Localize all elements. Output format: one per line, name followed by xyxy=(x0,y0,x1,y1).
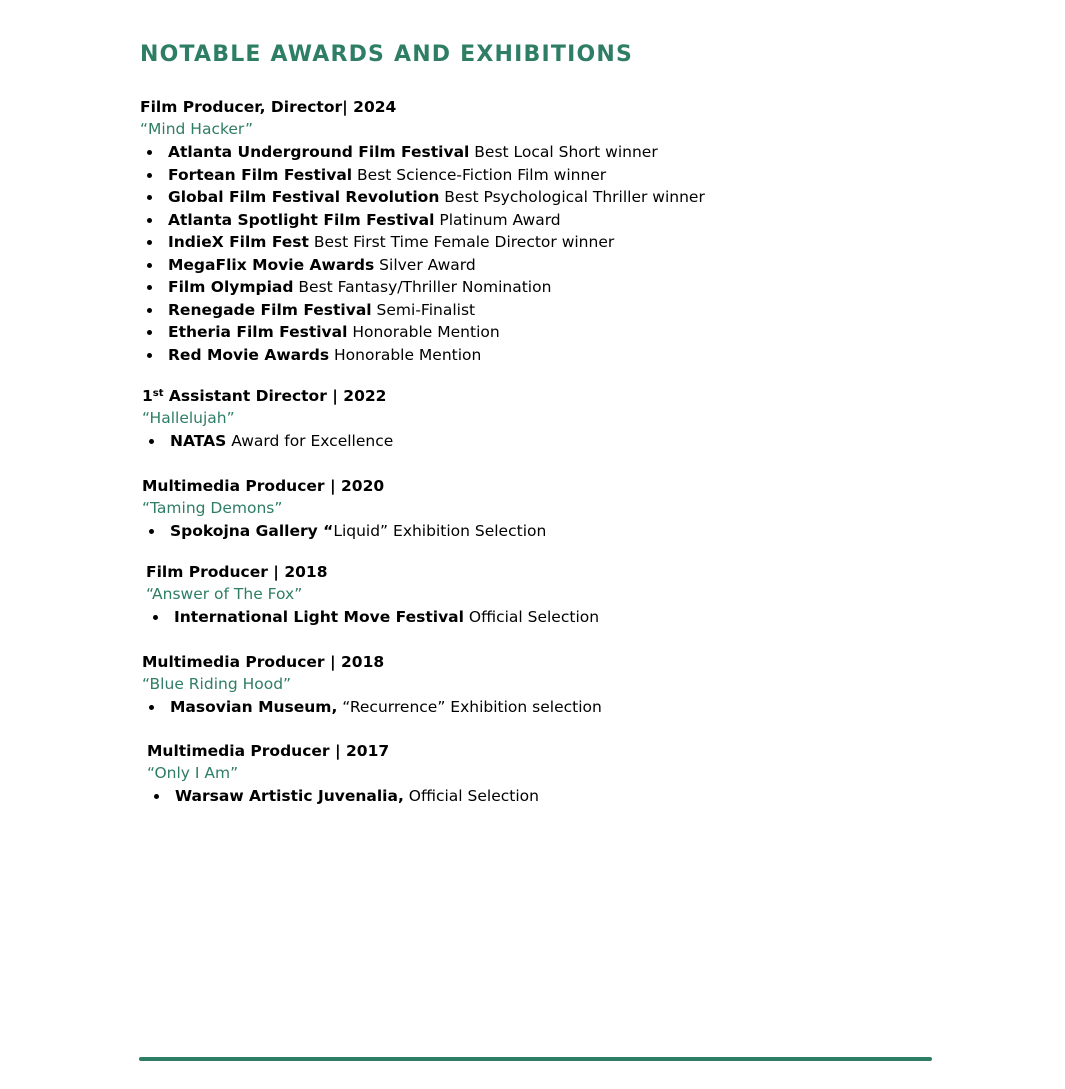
entry-project-title: “Mind Hacker” xyxy=(140,120,253,138)
award-result: Official Selection xyxy=(463,608,600,626)
award-item xyxy=(140,254,705,277)
award-festival-name: Fortean Film Festival xyxy=(168,165,353,184)
award-entry-hallelujah xyxy=(142,385,393,453)
entry-project-title: “Blue Riding Hood” xyxy=(142,675,292,693)
footer-divider xyxy=(139,1057,932,1061)
award-item xyxy=(140,164,705,187)
award-festival-name: Atlanta Underground Film Festival xyxy=(168,143,470,161)
entry-project-title: “Taming Demons” xyxy=(142,499,283,517)
role-text: Assistant Director | 2022 xyxy=(163,387,387,405)
award-item xyxy=(140,344,705,367)
award-result: Best Local Short winner xyxy=(469,143,658,161)
award-festival-name: Etheria Film Festival xyxy=(168,323,348,341)
award-festival-name: International Light Move Festival xyxy=(174,608,464,626)
role-ordinal: 1 xyxy=(142,387,153,405)
entry-role: Film Producer | 2018 xyxy=(146,563,328,581)
award-item xyxy=(140,209,705,232)
entry-role: Multimedia Producer | 2017 xyxy=(147,742,390,760)
award-festival-name: Global Film Festival Revolution xyxy=(168,188,440,206)
award-result: Best First Time Female Director winner xyxy=(308,233,615,251)
award-entry-blue-riding-hood xyxy=(142,651,602,719)
entry-project-title: “Hallelujah” xyxy=(142,409,235,427)
award-result: Official Selection xyxy=(403,787,539,805)
award-item xyxy=(140,299,705,322)
award-entry-only-i-am xyxy=(147,740,539,808)
award-result: Best Science-Fiction Film winner xyxy=(352,165,607,184)
entry-role: Multimedia Producer | 2018 xyxy=(142,653,385,671)
award-list xyxy=(142,430,393,453)
page-title: NOTABLE AWARDS AND EXHIBITIONS xyxy=(140,42,634,67)
entry-project-title: “Only I Am” xyxy=(147,764,239,782)
award-festival-name: Red Movie Awards xyxy=(168,345,330,364)
award-result: Honorable Mention xyxy=(329,345,482,364)
award-entry-mind-hacker xyxy=(140,96,705,366)
award-list xyxy=(146,606,599,629)
award-item xyxy=(142,430,393,453)
entry-role: Film Producer, Director| 2024 xyxy=(140,98,397,116)
award-festival-name: NATAS xyxy=(170,432,227,450)
award-result: Award for Excellence xyxy=(226,432,394,450)
award-festival-name: Renegade Film Festival xyxy=(168,300,372,319)
award-item xyxy=(140,186,705,209)
award-result: Platinum Award xyxy=(434,210,561,229)
award-item xyxy=(140,321,705,344)
award-item xyxy=(147,785,539,808)
award-festival-name: MegaFlix Movie Awards xyxy=(168,255,375,274)
award-festival-name: Warsaw Artistic Juvenalia, xyxy=(175,787,404,805)
award-list xyxy=(140,141,705,366)
entry-role xyxy=(142,385,393,407)
award-item xyxy=(140,141,705,164)
award-result: Best Psychological Thriller winner xyxy=(439,188,705,206)
award-festival-name: Atlanta Spotlight Film Festival xyxy=(168,210,435,229)
award-result: Honorable Mention xyxy=(347,323,500,341)
award-result: Silver Award xyxy=(374,255,476,274)
award-item xyxy=(146,606,599,629)
award-result: Best Fantasy/Thriller Nomination xyxy=(293,278,552,296)
award-festival-name: Spokojna Gallery “ xyxy=(170,522,334,540)
award-result: Semi-Finalist xyxy=(371,300,476,319)
award-entry-answer-of-the-fox xyxy=(146,561,599,629)
award-item xyxy=(142,696,602,719)
award-festival-name: IndieX Film Fest xyxy=(168,233,309,251)
award-festival-name: Film Olympiad xyxy=(168,278,294,296)
award-item xyxy=(140,231,705,254)
role-ordinal-suffix: st xyxy=(152,388,164,399)
entry-role: Multimedia Producer | 2020 xyxy=(142,477,385,495)
award-list xyxy=(147,785,539,808)
award-item xyxy=(142,520,546,543)
award-result: “Recurrence” Exhibition selection xyxy=(337,698,602,716)
award-list xyxy=(142,520,546,543)
award-result: Liquid” Exhibition Selection xyxy=(333,522,547,540)
award-entry-taming-demons xyxy=(142,475,546,543)
award-festival-name: Masovian Museum, xyxy=(170,698,338,716)
entry-project-title: “Answer of The Fox” xyxy=(146,585,303,603)
award-list xyxy=(142,696,602,719)
award-item xyxy=(140,276,705,299)
